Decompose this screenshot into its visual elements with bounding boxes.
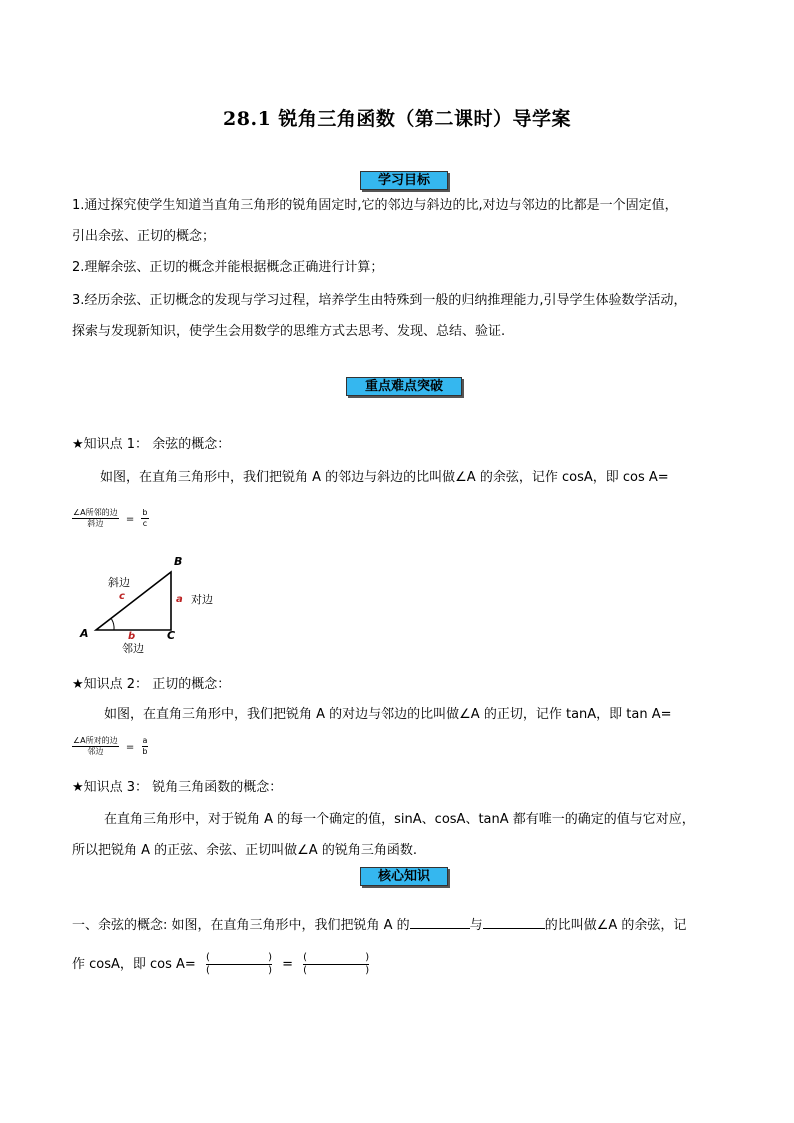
section-key-label: 重点难点突破 [346, 377, 462, 396]
kp3-line-1: 在直角三角形中，对于锐角 A 的每一个确定的值，sinA、cosA、tanA 都有唯一的确定的值与它对应， [104, 812, 695, 827]
goal-line-1: 1.通过探究使学生知道当直角三角形的锐角固定时,它的邻边与斜边的比,对边与邻边的比都是一个固定值， [72, 198, 678, 213]
kp2-fraction [72, 736, 119, 757]
core-text-part1: 一、余弦的概念: 如图，在直角三角形中，我们把锐角 A 的 [72, 918, 410, 933]
kp1-frac2-num: b [142, 508, 148, 517]
kp2-frac2-num: a [142, 736, 148, 745]
goal-line-4: 3.经历余弦、正切概念的发现与学习过程，培养学生由特殊到一般的归纳推理能力,引导学生体验数学活动， [72, 293, 687, 308]
kp1-frac2-den: c [142, 519, 148, 528]
blank-frac2-den: ( ) [303, 965, 370, 976]
vertex-b-label: B [174, 555, 183, 568]
kp2-heading: ★知识点 2： 正切的概念： [72, 677, 231, 692]
section-goals-label: 学习目标 [360, 171, 448, 190]
kp1-frac-num: ∠A所邻的边 [73, 508, 118, 517]
hypotenuse-label: 斜边 [108, 576, 130, 589]
right-triangle-diagram [70, 548, 240, 658]
kp1-heading: ★知识点 1： 余弦的概念： [72, 437, 231, 452]
core-cos-text: 作 cosA，即 cos A= [72, 957, 196, 972]
blank-1 [410, 916, 470, 929]
blank-frac2-num: ( ) [303, 952, 370, 963]
kp2-frac-den: 邻边 [87, 747, 104, 756]
core-equals: = [282, 957, 294, 972]
kp2-equals: = [125, 741, 135, 753]
kp1-fraction-2 [141, 508, 148, 529]
core-text-part2: 与 [469, 918, 483, 933]
kp1-frac-den: 斜边 [87, 519, 104, 528]
kp2-fraction-2 [141, 736, 148, 757]
side-c-label: c [119, 591, 125, 602]
vertex-c-label: C [167, 629, 176, 642]
blank-fraction-2 [303, 952, 369, 977]
core-text-part3: 的比叫做∠A 的余弦，记 [544, 918, 687, 933]
page-title: 28.1 锐角三角函数（第二课时）导学案 [223, 108, 571, 130]
section-core-label: 核心知识 [360, 867, 448, 886]
goal-line-3: 2.理解余弦、正切的概念并能根据概念正确进行计算； [72, 260, 384, 275]
kp2-text: 如图，在直角三角形中，我们把锐角 A 的对边与邻边的比叫做∠A 的正切，记作 tanA，即 tan A= [104, 707, 672, 722]
kp3-line-2: 所以把锐角 A 的正弦、余弦、正切叫做∠A 的锐角三角函数. [72, 843, 417, 858]
angle-a-arc [112, 619, 115, 630]
core-line-1 [72, 916, 686, 934]
core-line-2 [72, 952, 369, 977]
blank-2 [483, 916, 545, 929]
kp2-frac-num: ∠A所对的边 [73, 736, 118, 745]
kp2-frac2-den: b [142, 747, 148, 756]
kp2-formula [72, 736, 149, 757]
kp1-formula [72, 508, 149, 529]
side-a-label: a [176, 594, 183, 605]
side-b-label: b [128, 631, 136, 642]
opposite-label: 对边 [191, 593, 213, 606]
blank-frac1-den: ( ) [205, 965, 272, 976]
goal-line-2: 引出余弦、正切的概念； [72, 229, 216, 244]
kp1-fraction [72, 508, 119, 529]
adjacent-label: 邻边 [122, 642, 144, 655]
vertex-a-label: A [80, 627, 89, 640]
goal-line-5: 探索与发现新知识，使学生会用数学的思维方式去思考、发现、总结、验证. [72, 324, 506, 339]
kp1-equals: = [125, 513, 135, 525]
blank-fraction-1 [206, 952, 272, 977]
kp1-text: 如图，在直角三角形中，我们把锐角 A 的邻边与斜边的比叫做∠A 的余弦，记作 cosA，即 cos A= [100, 470, 669, 485]
kp3-heading: ★知识点 3： 锐角三角函数的概念： [72, 780, 283, 795]
blank-frac1-num: ( ) [205, 952, 272, 963]
